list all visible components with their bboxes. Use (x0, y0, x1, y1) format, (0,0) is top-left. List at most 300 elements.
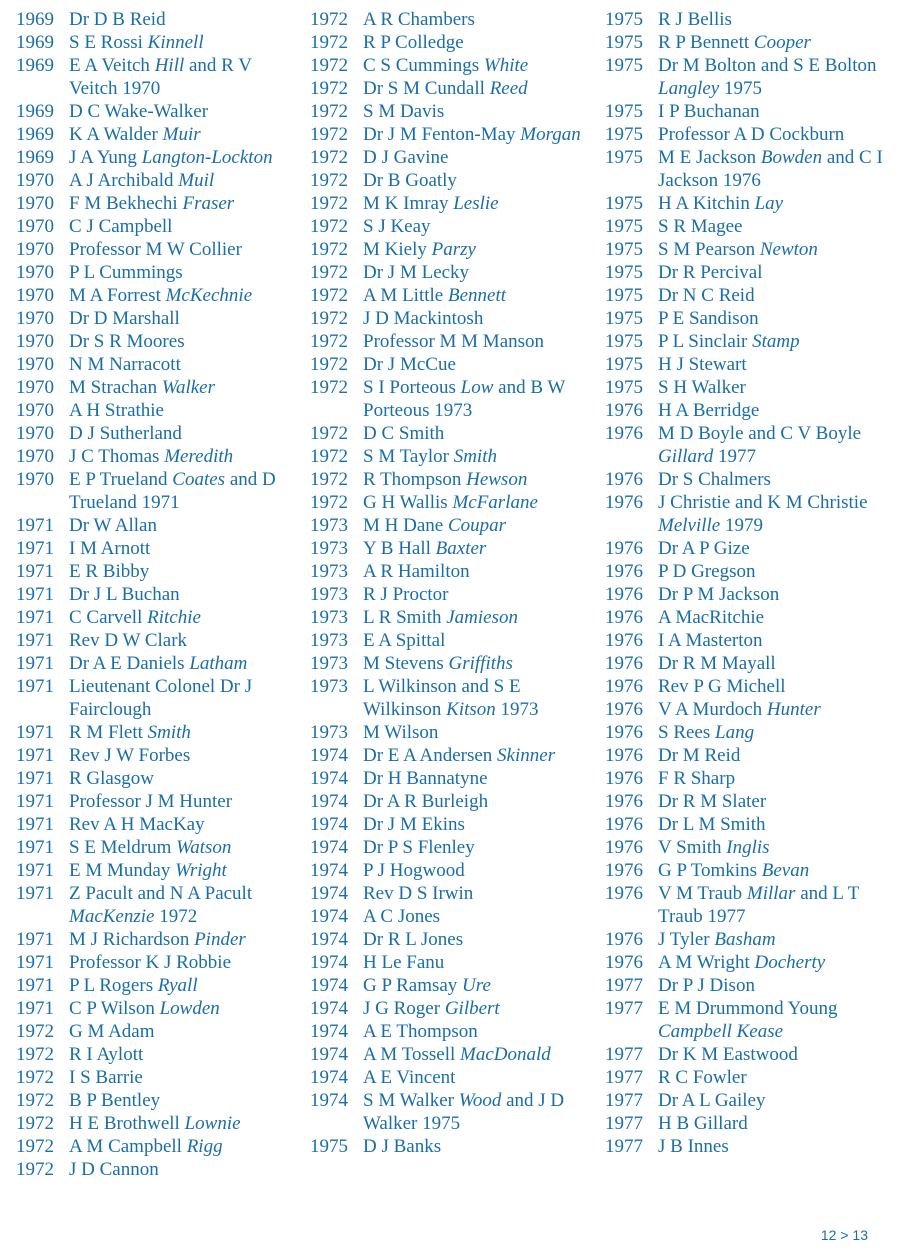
entry-year: 1969 (16, 101, 54, 122)
name-text: 1979 (720, 515, 763, 536)
list-item (605, 284, 895, 307)
name-text: R M Flett (69, 722, 148, 743)
entry-name (69, 215, 302, 238)
name-text: and B W Porteous 1973 (363, 377, 566, 421)
name-text: V A Murdoch (658, 699, 767, 720)
name-text: Dr A P Gize (658, 538, 750, 559)
entry-name (69, 1089, 302, 1112)
name-text: R J Proctor (363, 584, 449, 605)
list-item (605, 859, 895, 882)
married-surname: Leslie (453, 193, 499, 214)
name-text: R Glasgow (69, 768, 154, 789)
entry-year: 1974 (310, 745, 348, 766)
entry-name (658, 997, 895, 1043)
entry-year: 1970 (16, 469, 54, 490)
entry-name (658, 399, 895, 422)
entry-year: 1970 (16, 285, 54, 306)
list-item (16, 31, 302, 54)
entry-name (658, 767, 895, 790)
entry-year: 1971 (16, 653, 54, 674)
entry-name (363, 1043, 598, 1066)
name-text: S E Rossi (69, 32, 148, 53)
list-item (16, 1089, 302, 1112)
list-item (605, 790, 895, 813)
name-text: A R Chambers (363, 9, 475, 30)
entry-name (363, 8, 598, 31)
entry-year: 1972 (310, 216, 348, 237)
entry-year: 1976 (605, 883, 643, 904)
name-text: M J Richardson (69, 929, 195, 950)
entry-year: 1971 (16, 538, 54, 559)
entry-name (363, 31, 598, 54)
entry-year: 1975 (605, 285, 643, 306)
entry-name (69, 652, 302, 675)
name-text: Professor M W Collier (69, 239, 242, 260)
list-item (310, 8, 598, 31)
entry-name (69, 376, 302, 399)
entry-name (658, 675, 895, 698)
entry-name (363, 146, 598, 169)
entry-name (363, 882, 598, 905)
list-item (310, 284, 598, 307)
name-text: S M Taylor (363, 446, 454, 467)
entry-year: 1974 (310, 952, 348, 973)
entry-year: 1977 (605, 998, 643, 1019)
entry-name (69, 721, 302, 744)
married-surname: Gillard (658, 446, 714, 467)
entry-name (69, 1043, 302, 1066)
entry-year: 1970 (16, 400, 54, 421)
entry-year: 1975 (605, 101, 643, 122)
entry-name (658, 238, 895, 261)
entry-name (363, 468, 598, 491)
list-item (16, 1066, 302, 1089)
entry-name (658, 652, 895, 675)
entry-name (363, 422, 598, 445)
name-text: A MacRitchie (658, 607, 765, 628)
list-item (310, 192, 598, 215)
list-item (16, 284, 302, 307)
list-item (16, 261, 302, 284)
name-text: E R Bibby (69, 561, 150, 582)
name-text: M A Forrest (69, 285, 166, 306)
married-surname: Rigg (186, 1136, 223, 1157)
list-item (605, 100, 895, 123)
list-item (310, 675, 598, 721)
entry-year: 1973 (310, 722, 348, 743)
entry-name (363, 77, 598, 100)
name-text: Dr P M Jackson (658, 584, 780, 605)
married-surname: Inglis (726, 837, 770, 858)
name-text: S I Porteous (363, 377, 461, 398)
married-surname: Melville (658, 515, 721, 536)
married-surname: Griffiths (448, 653, 513, 674)
name-text: Dr D Marshall (69, 308, 180, 329)
name-text: J C Thomas (69, 446, 165, 467)
list-item (605, 997, 895, 1043)
name-text: A H Strathie (69, 400, 164, 421)
name-text: C J Campbell (69, 216, 173, 237)
entry-name (363, 767, 598, 790)
list-item (310, 100, 598, 123)
name-text: A J Archibald (69, 170, 179, 191)
entry-name (658, 284, 895, 307)
entry-name (363, 537, 598, 560)
name-text: and J D Walker 1975 (363, 1090, 565, 1134)
entry-name (69, 399, 302, 422)
list-item (310, 1020, 598, 1043)
entry-year: 1974 (310, 883, 348, 904)
name-text: Professor K J Robbie (69, 952, 232, 973)
entry-year: 1970 (16, 446, 54, 467)
name-text: Dr A L Gailey (658, 1090, 766, 1111)
entry-year: 1973 (310, 561, 348, 582)
entry-year: 1976 (605, 653, 643, 674)
entry-year: 1972 (310, 147, 348, 168)
list-item (605, 675, 895, 698)
entry-year: 1971 (16, 745, 54, 766)
name-text: H B Gillard (658, 1113, 748, 1134)
entry-name (69, 1112, 302, 1135)
entry-name (363, 284, 598, 307)
list-item (16, 399, 302, 422)
name-text: A R Hamilton (363, 561, 470, 582)
entry-name (658, 882, 895, 928)
entry-name (69, 468, 302, 514)
list-item (310, 951, 598, 974)
list-item (310, 560, 598, 583)
list-item (605, 813, 895, 836)
entry-year: 1972 (16, 1067, 54, 1088)
entry-name (363, 905, 598, 928)
entry-year: 1975 (605, 193, 643, 214)
entry-year: 1976 (605, 492, 643, 513)
list-item (310, 882, 598, 905)
member-list (16, 8, 896, 1208)
name-text: Rev P G Michell (658, 676, 786, 697)
entry-year: 1974 (310, 768, 348, 789)
name-text: S H Walker (658, 377, 746, 398)
married-surname: Bevan (761, 860, 810, 881)
entry-year: 1972 (310, 101, 348, 122)
list-item (310, 606, 598, 629)
entry-year: 1974 (310, 906, 348, 927)
list-item (605, 330, 895, 353)
column-3 (605, 8, 895, 1158)
entry-year: 1972 (310, 32, 348, 53)
name-text: R P Bennett (658, 32, 754, 53)
name-text: H J Stewart (658, 354, 747, 375)
entry-name (69, 583, 302, 606)
entry-name (658, 928, 895, 951)
married-surname: Reed (489, 78, 528, 99)
name-text: A M Tossell (363, 1044, 461, 1065)
list-item (310, 169, 598, 192)
married-surname: Ure (462, 975, 491, 996)
entry-year: 1975 (605, 216, 643, 237)
name-text: J Christie and K M Christie (658, 492, 868, 513)
entry-name (69, 54, 302, 100)
entry-year: 1969 (16, 9, 54, 30)
list-item (16, 169, 302, 192)
entry-year: 1975 (605, 55, 643, 76)
entry-name (363, 1135, 598, 1158)
entry-name (658, 192, 895, 215)
married-surname: Millar (746, 883, 796, 904)
name-text: 1973 (495, 699, 539, 720)
entry-year: 1973 (310, 538, 348, 559)
list-item (605, 422, 895, 468)
entry-name (658, 422, 895, 468)
entry-year: 1976 (605, 768, 643, 789)
name-text: D J Banks (363, 1136, 442, 1157)
list-item (16, 997, 302, 1020)
list-item (605, 1112, 895, 1135)
name-text: R P Colledge (363, 32, 464, 53)
entry-year: 1974 (310, 1044, 348, 1065)
list-item (16, 859, 302, 882)
married-surname: Hewson (466, 469, 528, 490)
entry-name (363, 238, 598, 261)
list-item (310, 123, 598, 146)
entry-year: 1976 (605, 722, 643, 743)
entry-name (658, 698, 895, 721)
list-item (605, 468, 895, 491)
entry-name (69, 307, 302, 330)
entry-name (69, 997, 302, 1020)
list-item (16, 606, 302, 629)
entry-name (69, 767, 302, 790)
entry-year: 1971 (16, 998, 54, 1019)
entry-year: 1977 (605, 1136, 643, 1157)
entry-year: 1971 (16, 515, 54, 536)
married-surname: Fraser (182, 193, 235, 214)
entry-year: 1976 (605, 837, 643, 858)
list-item (310, 974, 598, 997)
name-text: Rev A H MacKay (69, 814, 205, 835)
name-text: S Rees (658, 722, 715, 743)
entry-year: 1972 (310, 239, 348, 260)
name-text: R I Aylott (69, 1044, 144, 1065)
entry-year: 1972 (310, 469, 348, 490)
entry-year: 1969 (16, 124, 54, 145)
list-item (16, 1112, 302, 1135)
married-surname: Gilbert (444, 998, 500, 1019)
entry-name (69, 606, 302, 629)
entry-name (363, 491, 598, 514)
name-text: S J Keay (363, 216, 431, 237)
entry-year: 1970 (16, 262, 54, 283)
name-text: L R Smith (363, 607, 447, 628)
entry-year: 1975 (310, 1136, 348, 1157)
list-item (16, 192, 302, 215)
entry-year: 1972 (310, 308, 348, 329)
entry-name (69, 882, 302, 928)
name-text: Dr E A Andersen (363, 745, 498, 766)
list-item (605, 951, 895, 974)
entry-name (69, 192, 302, 215)
name-text: L Wilkinson and S E Wilkinson (363, 676, 521, 720)
entry-name (69, 1020, 302, 1043)
entry-name (658, 1089, 895, 1112)
list-item (605, 698, 895, 721)
entry-name (658, 951, 895, 974)
entry-year: 1973 (310, 676, 348, 697)
entry-name (363, 353, 598, 376)
married-surname: Langley (658, 78, 720, 99)
entry-name (658, 836, 895, 859)
entry-year: 1971 (16, 929, 54, 950)
entry-year: 1969 (16, 147, 54, 168)
name-text: Rev J W Forbes (69, 745, 191, 766)
list-item (605, 1135, 895, 1158)
married-surname: Docherty (754, 952, 826, 973)
entry-name (69, 859, 302, 882)
name-text: and R V Veitch 1970 (69, 55, 252, 99)
name-text: Dr R L Jones (363, 929, 464, 950)
married-surname: Watson (176, 837, 232, 858)
name-text: Y B Hall (363, 538, 436, 559)
list-item (16, 1020, 302, 1043)
list-item (605, 583, 895, 606)
list-item (16, 146, 302, 169)
name-text: J G Roger (363, 998, 445, 1019)
list-item (16, 1135, 302, 1158)
married-surname: Ryall (157, 975, 198, 996)
list-item (605, 123, 895, 146)
entry-name (69, 974, 302, 997)
married-surname: Skinner (497, 745, 556, 766)
entry-name (658, 744, 895, 767)
entry-year: 1971 (16, 607, 54, 628)
entry-year: 1975 (605, 124, 643, 145)
entry-year: 1970 (16, 331, 54, 352)
list-item (16, 353, 302, 376)
entry-year: 1973 (310, 607, 348, 628)
list-item (605, 537, 895, 560)
entry-year: 1971 (16, 722, 54, 743)
entry-year: 1974 (310, 1067, 348, 1088)
married-surname: McKechnie (165, 285, 253, 306)
name-text: D C Smith (363, 423, 445, 444)
name-text: P L Cummings (69, 262, 183, 283)
list-item (310, 468, 598, 491)
married-surname: Newton (759, 239, 818, 260)
married-surname: Hunter (766, 699, 821, 720)
list-item (16, 767, 302, 790)
name-text: M Strachan (69, 377, 162, 398)
list-item (16, 123, 302, 146)
list-item (310, 629, 598, 652)
entry-name (658, 790, 895, 813)
entry-year: 1971 (16, 952, 54, 973)
married-surname: Parzy (431, 239, 476, 260)
list-item (310, 514, 598, 537)
list-item (310, 721, 598, 744)
page-numbers: 12 > 13 (820, 1227, 868, 1243)
list-item (310, 767, 598, 790)
name-text: Dr R Percival (658, 262, 763, 283)
entry-name (658, 721, 895, 744)
name-text: Lieutenant Colonel Dr J Fairclough (69, 676, 253, 720)
entry-name (658, 31, 895, 54)
list-item (310, 146, 598, 169)
married-surname: Muil (178, 170, 215, 191)
entry-year: 1975 (605, 32, 643, 53)
entry-name (363, 514, 598, 537)
entry-name (69, 928, 302, 951)
name-text: F M Bekhechi (69, 193, 183, 214)
list-item (16, 721, 302, 744)
entry-year: 1977 (605, 1090, 643, 1111)
list-item (16, 744, 302, 767)
entry-name (658, 974, 895, 997)
name-text: E M Munday (69, 860, 176, 881)
entry-name (658, 146, 895, 192)
married-surname: Stamp (752, 331, 800, 352)
entry-name (658, 261, 895, 284)
list-item (605, 261, 895, 284)
list-item (605, 928, 895, 951)
name-text: I P Buchanan (658, 101, 760, 122)
name-text: Z Pacult and N A Pacult (69, 883, 253, 904)
list-item (16, 238, 302, 261)
married-surname: Morgan (520, 124, 581, 145)
list-item (310, 537, 598, 560)
list-item (605, 652, 895, 675)
entry-name (363, 1089, 598, 1135)
list-item (605, 721, 895, 744)
name-text: I S Barrie (69, 1067, 143, 1088)
list-item (16, 836, 302, 859)
list-item (16, 790, 302, 813)
list-item (310, 813, 598, 836)
entry-year: 1975 (605, 262, 643, 283)
entry-year: 1972 (16, 1090, 54, 1111)
married-surname: Lownie (184, 1113, 241, 1134)
entry-name (658, 1043, 895, 1066)
entry-name (69, 445, 302, 468)
entry-name (658, 1066, 895, 1089)
entry-name (658, 468, 895, 491)
entry-year: 1974 (310, 975, 348, 996)
name-text: A M Wright (658, 952, 755, 973)
list-item (310, 905, 598, 928)
name-text: Dr J M Lecky (363, 262, 470, 283)
name-text: J A Yung (69, 147, 142, 168)
entry-name (658, 1112, 895, 1135)
name-text: N M Narracott (69, 354, 181, 375)
entry-name (363, 1020, 598, 1043)
list-item (310, 31, 598, 54)
name-text: J D Cannon (69, 1159, 159, 1180)
entry-name (363, 583, 598, 606)
entry-name (363, 100, 598, 123)
entry-name (658, 123, 895, 146)
entry-name (363, 813, 598, 836)
name-text: V Smith (658, 837, 727, 858)
list-item (16, 813, 302, 836)
list-item (16, 330, 302, 353)
list-item (310, 376, 598, 422)
entry-year: 1974 (310, 860, 348, 881)
entry-name (69, 100, 302, 123)
column-1 (16, 8, 302, 1181)
entry-year: 1972 (310, 354, 348, 375)
name-text: E P Trueland (69, 469, 173, 490)
list-item (605, 1089, 895, 1112)
entry-year: 1972 (16, 1021, 54, 1042)
